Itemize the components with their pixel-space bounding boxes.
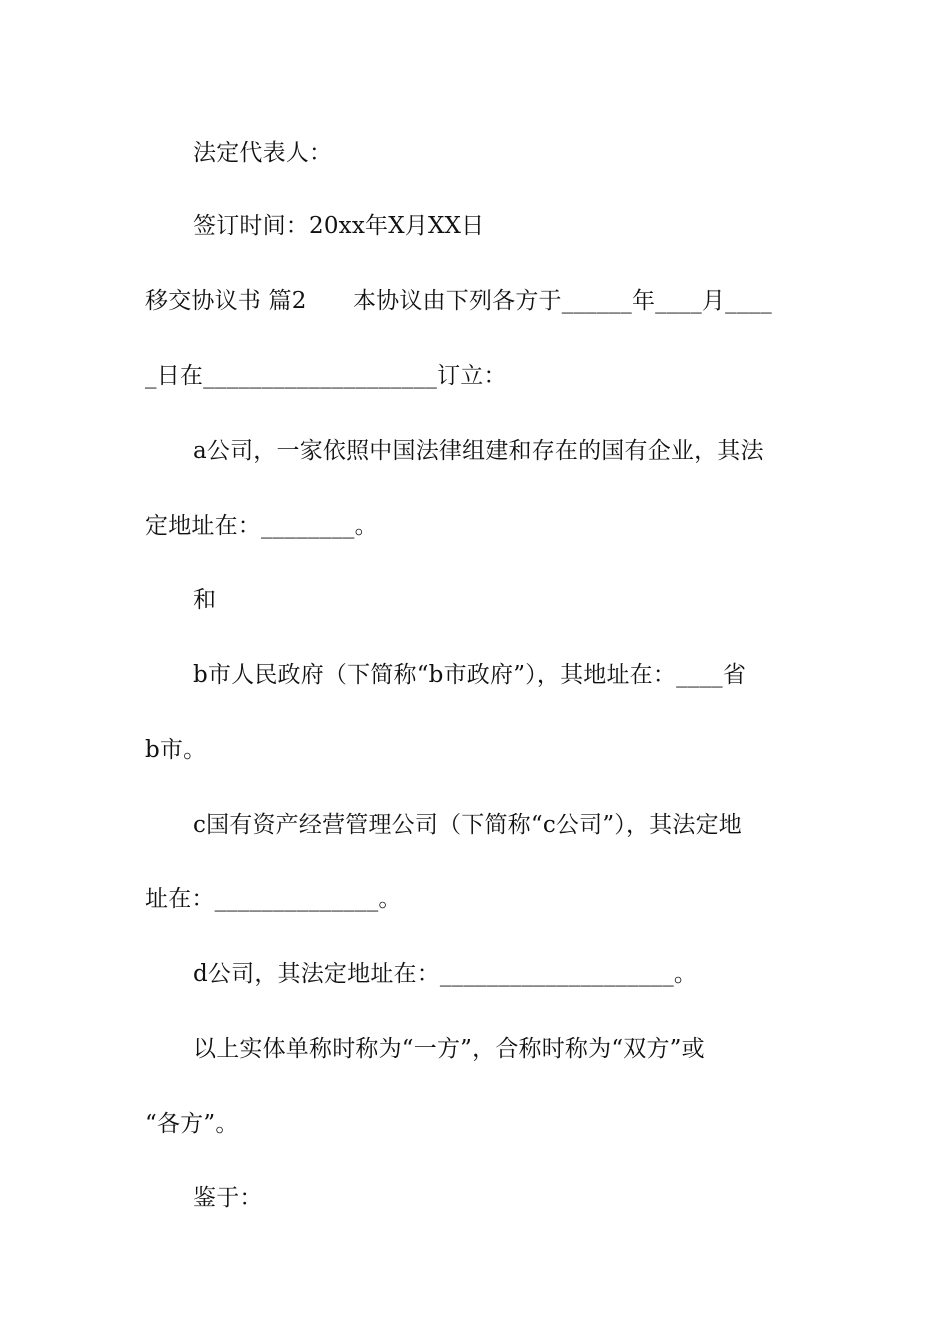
- signing-date-line: 签订时间：20xx年X月XX日: [193, 213, 485, 239]
- party-b-city-line: b市。: [145, 737, 207, 763]
- party-a-line: a公司，一家依照中国法律组建和存在的国有企业，其法: [193, 438, 764, 464]
- whereas-line: 鉴于：: [193, 1185, 263, 1211]
- party-a-address-line: 定地址在：________。: [145, 513, 378, 539]
- party-d-line: d公司，其法定地址在：____________________。: [193, 961, 698, 987]
- party-definition-end-line: “各方”。: [145, 1111, 239, 1137]
- party-c-address-line: 址在：______________。: [145, 886, 402, 912]
- party-b-line: b市人民政府（下简称“b市政府”），其地址在：____省: [193, 662, 747, 688]
- conjunction-line: 和: [193, 587, 217, 613]
- party-definition-line: 以上实体单称时称为“一方”，合称时称为“双方”或: [193, 1036, 705, 1062]
- party-c-line: c国有资产经营管理公司（下简称“c公司”），其法定地: [193, 812, 742, 838]
- agreement-heading-line: 移交协议书 篇2 本协议由下列各方于______年____月____: [145, 288, 772, 314]
- legal-representative-line: 法定代表人：: [193, 140, 333, 166]
- agreement-place-line: _日在____________________订立：: [145, 363, 507, 389]
